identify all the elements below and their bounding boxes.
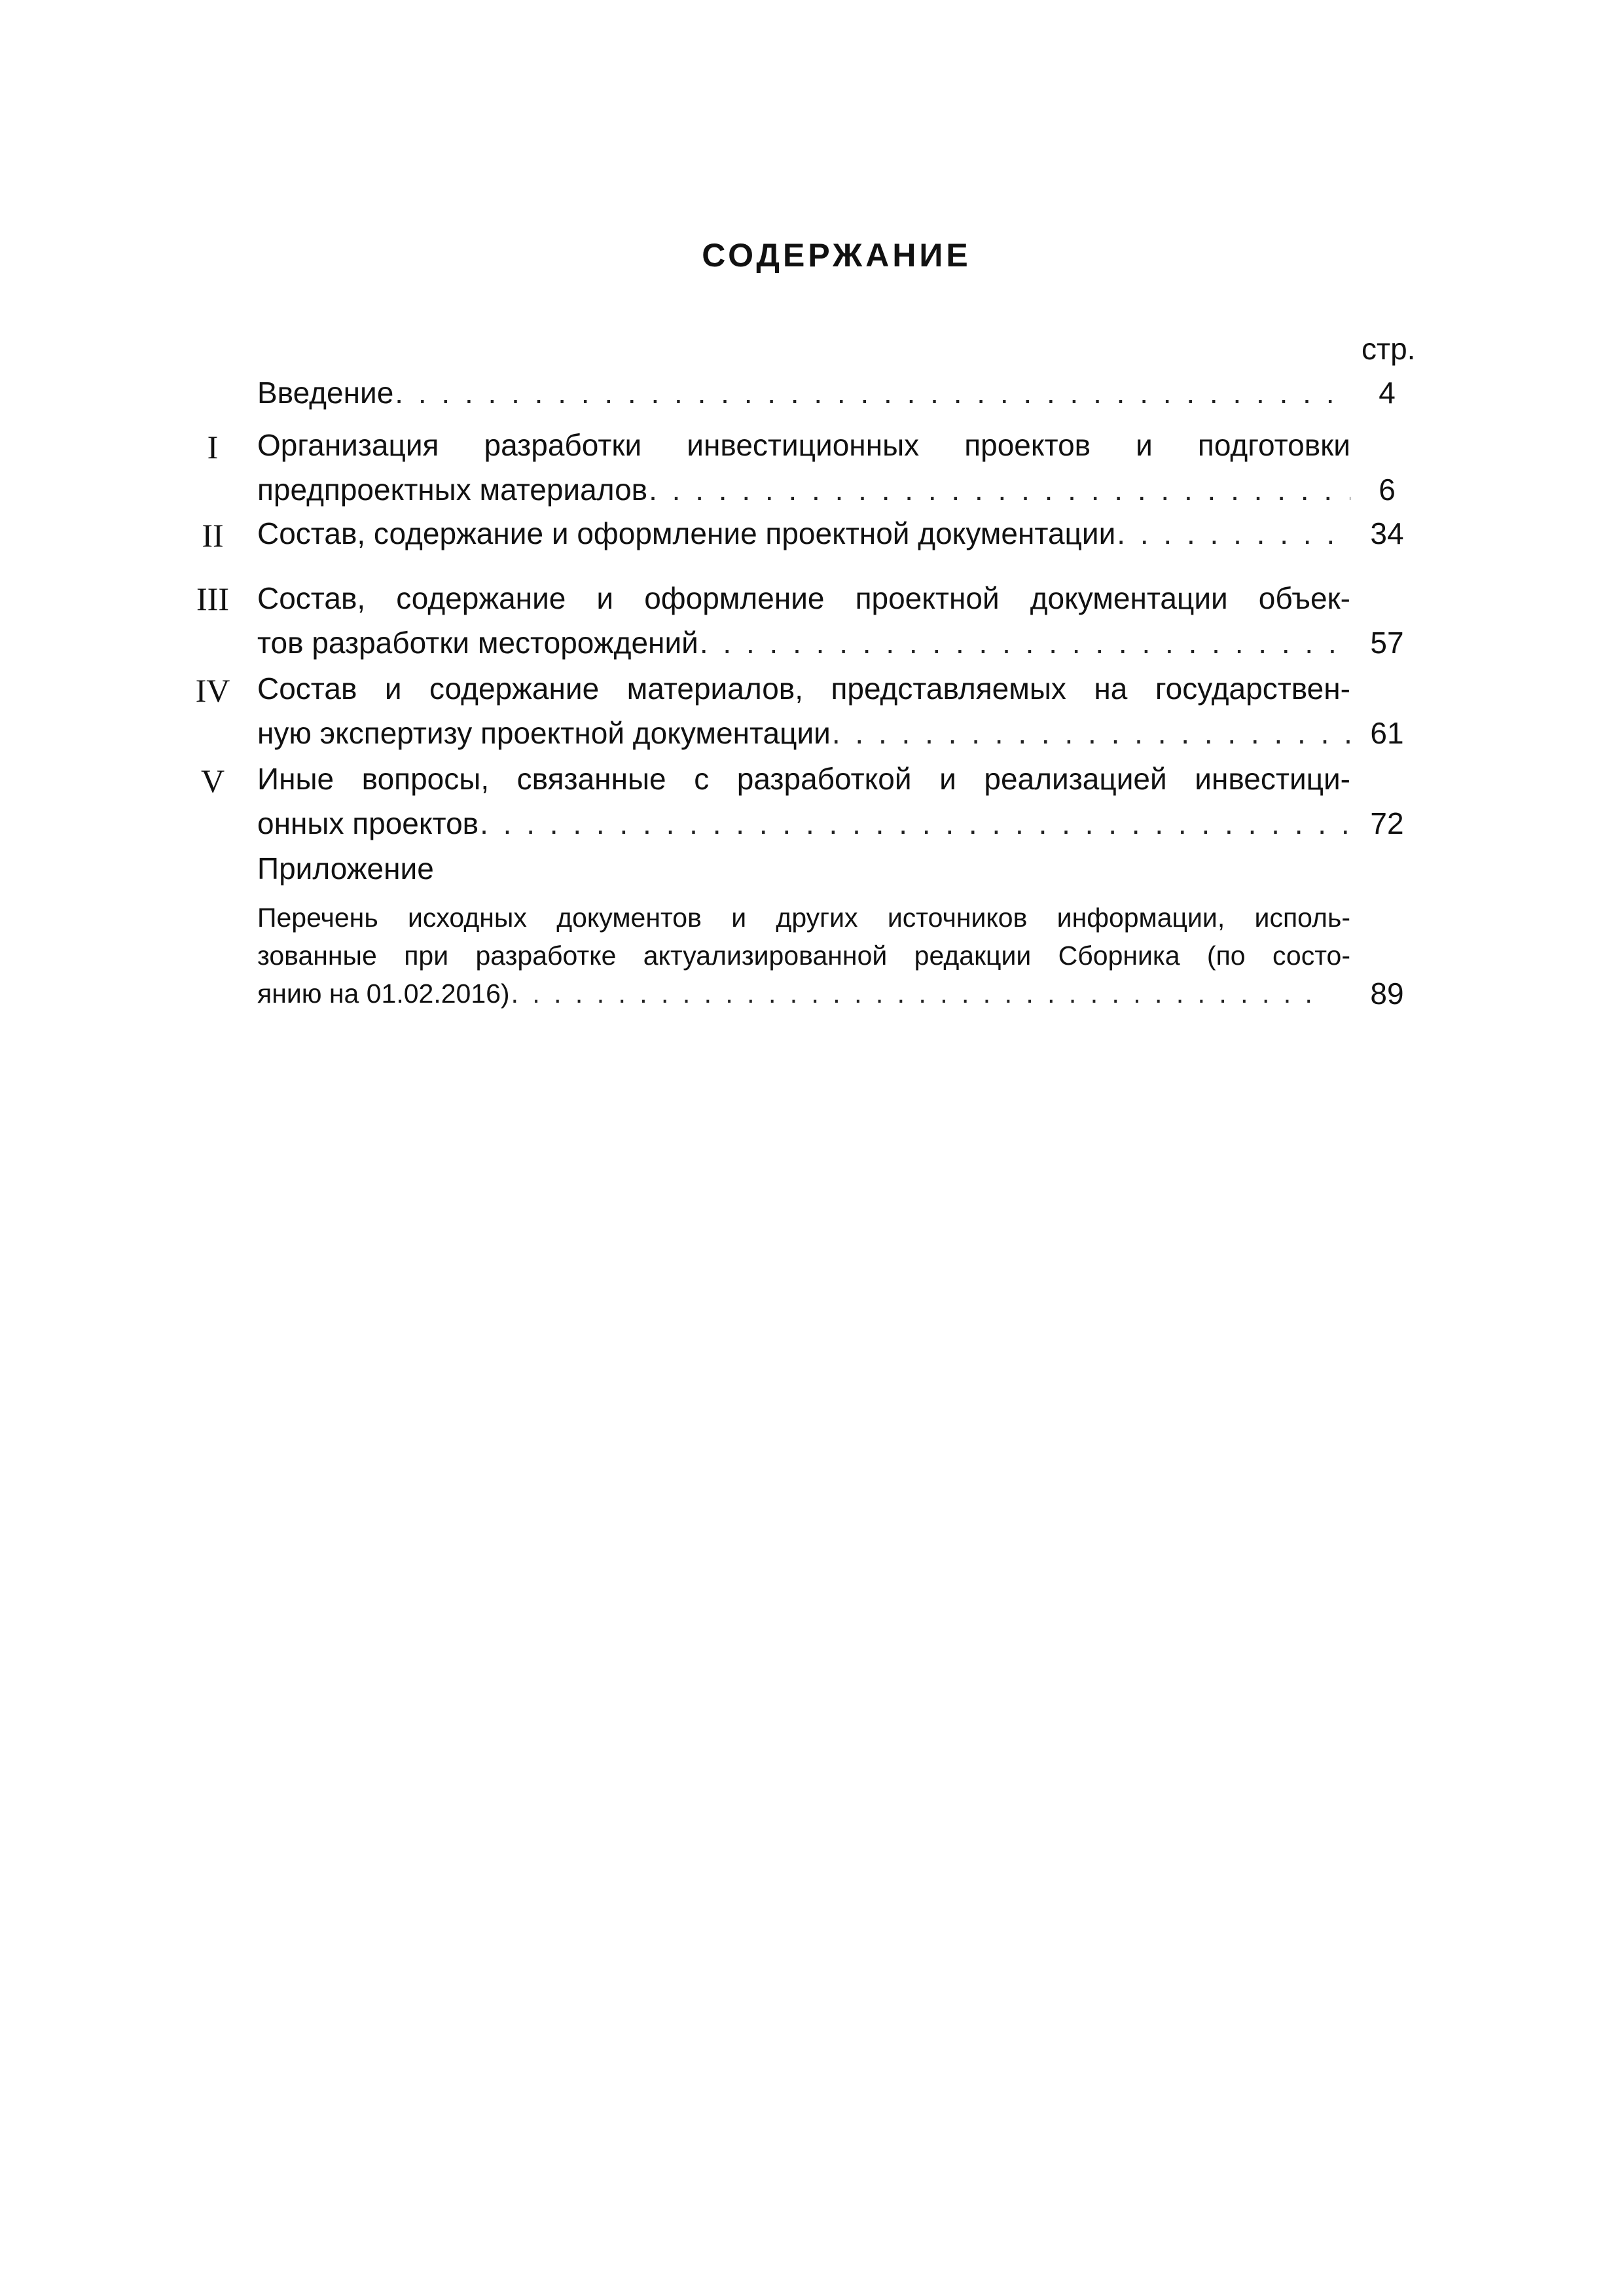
page-title: СОДЕРЖАНИЕ (702, 237, 971, 274)
toc-entry-line: зованные при разработке актуализированной редакции Сборника (по состо- (257, 941, 1350, 971)
dot-leader (649, 467, 1350, 512)
toc-page-number: 34 (1370, 516, 1404, 550)
section-numeral: I (207, 429, 219, 465)
toc-entry-title: ную экспертизу проектной документации (257, 716, 831, 750)
toc-page-number: 89 (1370, 977, 1404, 1011)
section-numeral: IV (195, 672, 230, 709)
toc-entry-line: Состав и содержание материалов, представляемых на государствен- (257, 672, 1350, 706)
toc-entry-line: Состав, содержание и оформление проектной документации объек- (257, 581, 1350, 615)
dot-leader (395, 370, 1350, 415)
toc-page-number: 61 (1370, 716, 1404, 750)
toc-entry-title: тов разработки месторождений (257, 626, 698, 660)
toc-entry-line: Иные вопросы, связанные с разработкой и реализацией инвестици- (257, 762, 1350, 796)
dot-leader (700, 620, 1350, 665)
toc-entry-title: Введение (257, 376, 394, 410)
toc-entry-line: Организация разработки инвестиционных проектов и подготовки (257, 428, 1350, 462)
dot-leader (480, 801, 1350, 846)
section-numeral: III (196, 581, 229, 617)
toc-page-number: 72 (1370, 806, 1404, 840)
dot-leader (1117, 511, 1350, 556)
section-numeral: II (202, 517, 224, 554)
dot-leader (832, 711, 1350, 755)
dot-leader (511, 975, 1318, 1013)
toc-entry-title: предпроектных материалов (257, 473, 648, 507)
section-numeral: V (200, 762, 225, 799)
page-column-label: стр. (1362, 332, 1416, 366)
toc-page-number: 57 (1370, 626, 1404, 660)
toc-entry-line: Перечень исходных документов и других источников информации, исполь- (257, 903, 1350, 933)
toc-page-number: 6 (1379, 473, 1396, 507)
appendix-heading: Приложение (257, 852, 434, 886)
toc-entry-title: Состав, содержание и оформление проектной документации (257, 516, 1116, 550)
toc-page-number: 4 (1379, 376, 1396, 410)
toc-entry-title: онных проектов (257, 806, 479, 840)
toc-entry-title: янию на 01.02.2016) (257, 978, 510, 1009)
